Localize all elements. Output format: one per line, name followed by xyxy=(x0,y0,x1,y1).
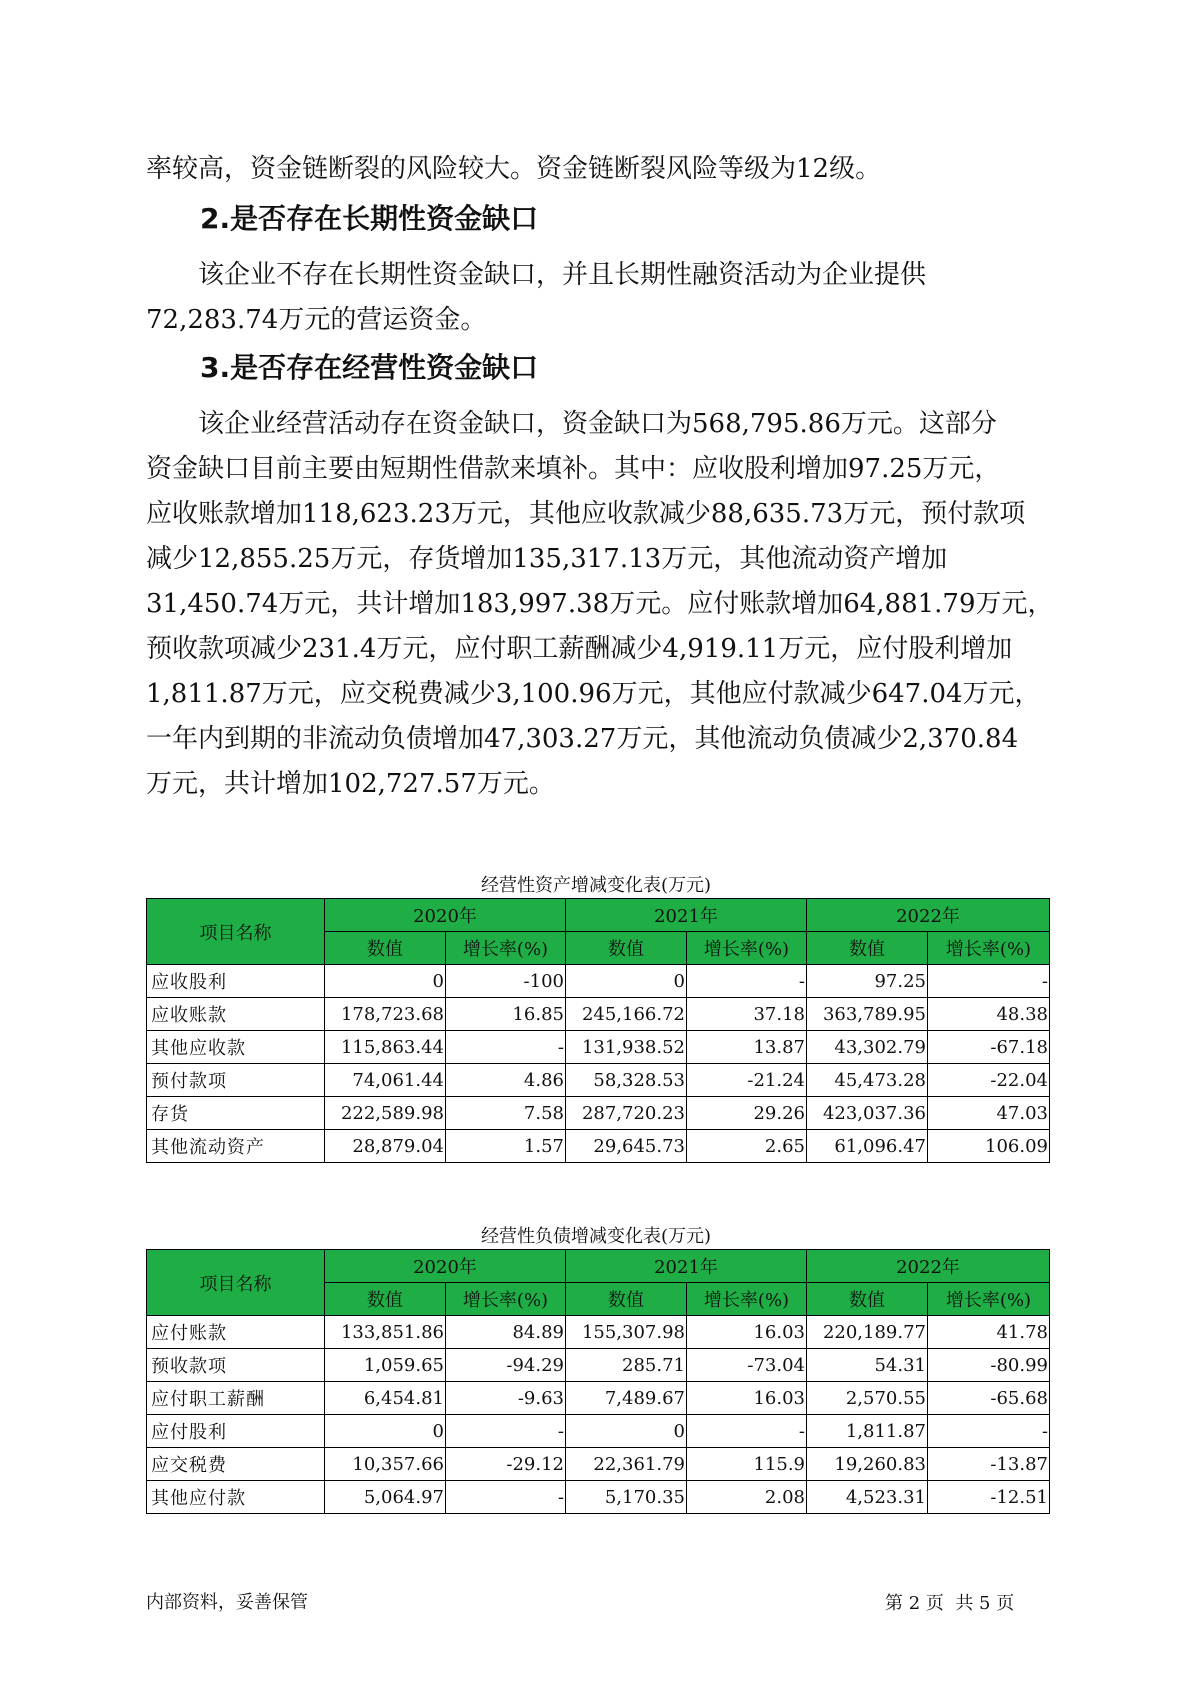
column-header-growth: 增长率(%) xyxy=(446,932,566,965)
growth-rate-cell: - xyxy=(928,1415,1050,1448)
value-cell: 54.31 xyxy=(807,1349,928,1382)
growth-rate-cell: - xyxy=(687,1415,807,1448)
column-header-value: 数值 xyxy=(566,1283,687,1316)
growth-rate-cell: 29.26 xyxy=(687,1097,807,1130)
growth-rate-cell: 16.03 xyxy=(687,1382,807,1415)
paragraph-line: 万元，共计增加102,727.57万元。 xyxy=(146,769,555,799)
growth-rate-cell: -65.68 xyxy=(928,1382,1050,1415)
growth-rate-cell: 2.65 xyxy=(687,1130,807,1163)
growth-rate-cell: -22.04 xyxy=(928,1064,1050,1097)
section-2-paragraph xyxy=(146,253,1046,343)
row-label: 应付职工薪酬 xyxy=(147,1382,325,1415)
paragraph-line: 1,811.87万元，应交税费减少3,100.96万元，其他应付款减少647.04万元， xyxy=(146,679,1041,709)
value-cell: 74,061.44 xyxy=(325,1064,446,1097)
asset-table-caption: 经营性资产增减变化表(万元) xyxy=(480,875,712,896)
table-row xyxy=(147,1097,1050,1130)
year-header: 2020年 xyxy=(325,899,566,932)
year-header: 2021年 xyxy=(566,1250,807,1283)
value-cell: 423,037.36 xyxy=(807,1097,928,1130)
growth-rate-cell: 1.57 xyxy=(446,1130,566,1163)
value-cell: 10,357.66 xyxy=(325,1448,446,1481)
growth-rate-cell: - xyxy=(687,965,807,998)
column-header-growth: 增长率(%) xyxy=(928,1283,1050,1316)
paragraph-line: 应收账款增加118,623.23万元，其他应收款减少88,635.73万元，预付款项 xyxy=(146,499,1026,529)
section-2-heading: 2.是否存在长期性资金缺口 xyxy=(200,202,539,235)
paragraph-line: 31,450.74万元，共计增加183,997.38万元。应付账款增加64,881.79万元， xyxy=(146,589,1054,619)
growth-rate-cell: 13.87 xyxy=(687,1031,807,1064)
value-cell: 5,064.97 xyxy=(325,1481,446,1514)
value-cell: 287,720.23 xyxy=(566,1097,687,1130)
growth-rate-cell: - xyxy=(446,1415,566,1448)
table-row xyxy=(147,965,1050,998)
value-cell: 155,307.98 xyxy=(566,1316,687,1349)
value-cell: 43,302.79 xyxy=(807,1031,928,1064)
liability-table xyxy=(146,1249,1050,1514)
growth-rate-cell: - xyxy=(446,1031,566,1064)
table-row xyxy=(147,998,1050,1031)
row-label: 预付款项 xyxy=(147,1064,325,1097)
paragraph-line: 该企业经营活动存在资金缺口，资金缺口为568,795.86万元。这部分 xyxy=(198,409,997,439)
growth-rate-cell: 106.09 xyxy=(928,1130,1050,1163)
growth-rate-cell: 16.85 xyxy=(446,998,566,1031)
paragraph-line: 一年内到期的非流动负债增加47,303.27万元，其他流动负债减少2,370.84 xyxy=(146,724,1019,754)
value-cell: 61,096.47 xyxy=(807,1130,928,1163)
growth-rate-cell: -13.87 xyxy=(928,1448,1050,1481)
growth-rate-cell: 37.18 xyxy=(687,998,807,1031)
growth-rate-cell: 2.08 xyxy=(687,1481,807,1514)
value-cell: 45,473.28 xyxy=(807,1064,928,1097)
paragraph-line: 率较高，资金链断裂的风险较大。资金链断裂风险等级为12级。 xyxy=(146,154,882,184)
row-label: 其他应收款 xyxy=(147,1031,325,1064)
column-header-growth: 增长率(%) xyxy=(928,932,1050,965)
value-cell: 0 xyxy=(325,965,446,998)
paragraph-line: 该企业不存在长期性资金缺口，并且长期性融资活动为企业提供 xyxy=(198,260,927,290)
table-row xyxy=(147,1316,1050,1349)
value-cell: 115,863.44 xyxy=(325,1031,446,1064)
value-cell: 133,851.86 xyxy=(325,1316,446,1349)
row-label: 应收账款 xyxy=(147,998,325,1031)
column-header-value: 数值 xyxy=(566,932,687,965)
row-label: 应付账款 xyxy=(147,1316,325,1349)
table-row xyxy=(147,1415,1050,1448)
liability-table-caption: 经营性负债增减变化表(万元) xyxy=(480,1226,712,1247)
row-label: 应交税费 xyxy=(147,1448,325,1481)
section-3-paragraph xyxy=(146,402,1054,807)
table-row xyxy=(147,1130,1050,1163)
column-header-name: 项目名称 xyxy=(147,1250,325,1316)
value-cell: 19,260.83 xyxy=(807,1448,928,1481)
column-header-growth: 增长率(%) xyxy=(446,1283,566,1316)
value-cell: 29,645.73 xyxy=(566,1130,687,1163)
value-cell: 222,589.98 xyxy=(325,1097,446,1130)
footer-confidential-note: 内部资料，妥善保管 xyxy=(146,1592,308,1613)
growth-rate-cell: -67.18 xyxy=(928,1031,1050,1064)
growth-rate-cell: -73.04 xyxy=(687,1349,807,1382)
row-label: 应收股利 xyxy=(147,965,325,998)
growth-rate-cell: -12.51 xyxy=(928,1481,1050,1514)
row-label: 其他应付款 xyxy=(147,1481,325,1514)
column-header-value: 数值 xyxy=(325,1283,446,1316)
year-header: 2021年 xyxy=(566,899,807,932)
year-header: 2020年 xyxy=(325,1250,566,1283)
growth-rate-cell: 41.78 xyxy=(928,1316,1050,1349)
growth-rate-cell: 16.03 xyxy=(687,1316,807,1349)
value-cell: 58,328.53 xyxy=(566,1064,687,1097)
table-row xyxy=(147,1064,1050,1097)
row-label: 存货 xyxy=(147,1097,325,1130)
value-cell: 1,811.87 xyxy=(807,1415,928,1448)
paragraph-line: 资金缺口目前主要由短期性借款来填补。其中：应收股利增加97.25万元， xyxy=(146,454,1001,484)
growth-rate-cell: -100 xyxy=(446,965,566,998)
value-cell: 4,523.31 xyxy=(807,1481,928,1514)
table-row xyxy=(147,1448,1050,1481)
column-header-value: 数值 xyxy=(325,932,446,965)
value-cell: 97.25 xyxy=(807,965,928,998)
growth-rate-cell: -9.63 xyxy=(446,1382,566,1415)
growth-rate-cell: 7.58 xyxy=(446,1097,566,1130)
paragraph-line: 减少12,855.25万元，存货增加135,317.13万元，其他流动资产增加 xyxy=(146,544,948,574)
growth-rate-cell: - xyxy=(928,965,1050,998)
intro-paragraph xyxy=(146,147,1046,192)
column-header-name: 项目名称 xyxy=(147,899,325,965)
row-label: 其他流动资产 xyxy=(147,1130,325,1163)
year-header: 2022年 xyxy=(807,1250,1050,1283)
growth-rate-cell: 48.38 xyxy=(928,998,1050,1031)
growth-rate-cell: -29.12 xyxy=(446,1448,566,1481)
value-cell: 245,166.72 xyxy=(566,998,687,1031)
paragraph-line: 预收款项减少231.4万元，应付职工薪酬减少4,919.11万元，应付股利增加 xyxy=(146,634,1013,664)
growth-rate-cell: -21.24 xyxy=(687,1064,807,1097)
value-cell: 22,361.79 xyxy=(566,1448,687,1481)
column-header-value: 数值 xyxy=(807,932,928,965)
table-row xyxy=(147,1481,1050,1514)
value-cell: 363,789.95 xyxy=(807,998,928,1031)
asset-table xyxy=(146,898,1050,1163)
column-header-growth: 增长率(%) xyxy=(687,932,807,965)
value-cell: 0 xyxy=(566,965,687,998)
growth-rate-cell: - xyxy=(446,1481,566,1514)
row-label: 预收款项 xyxy=(147,1349,325,1382)
value-cell: 178,723.68 xyxy=(325,998,446,1031)
table-row xyxy=(147,1382,1050,1415)
asset-table-body xyxy=(147,965,1050,1163)
value-cell: 0 xyxy=(566,1415,687,1448)
liability-table-body xyxy=(147,1316,1050,1514)
value-cell: 131,938.52 xyxy=(566,1031,687,1064)
growth-rate-cell: 115.9 xyxy=(687,1448,807,1481)
paragraph-line: 72,283.74万元的营运资金。 xyxy=(146,305,487,335)
growth-rate-cell: -80.99 xyxy=(928,1349,1050,1382)
value-cell: 2,570.55 xyxy=(807,1382,928,1415)
value-cell: 1,059.65 xyxy=(325,1349,446,1382)
growth-rate-cell: 4.86 xyxy=(446,1064,566,1097)
growth-rate-cell: -94.29 xyxy=(446,1349,566,1382)
value-cell: 6,454.81 xyxy=(325,1382,446,1415)
value-cell: 7,489.67 xyxy=(566,1382,687,1415)
section-3-heading: 3.是否存在经营性资金缺口 xyxy=(200,351,539,384)
table-row xyxy=(147,1349,1050,1382)
value-cell: 0 xyxy=(325,1415,446,1448)
value-cell: 220,189.77 xyxy=(807,1316,928,1349)
growth-rate-cell: 47.03 xyxy=(928,1097,1050,1130)
growth-rate-cell: 84.89 xyxy=(446,1316,566,1349)
column-header-value: 数值 xyxy=(807,1283,928,1316)
value-cell: 28,879.04 xyxy=(325,1130,446,1163)
value-cell: 5,170.35 xyxy=(566,1481,687,1514)
table-row xyxy=(147,1031,1050,1064)
value-cell: 285.71 xyxy=(566,1349,687,1382)
column-header-growth: 增长率(%) xyxy=(687,1283,807,1316)
page-number: 第 2 页 共 5 页 xyxy=(885,1593,1015,1614)
year-header: 2022年 xyxy=(807,899,1050,932)
row-label: 应付股利 xyxy=(147,1415,325,1448)
